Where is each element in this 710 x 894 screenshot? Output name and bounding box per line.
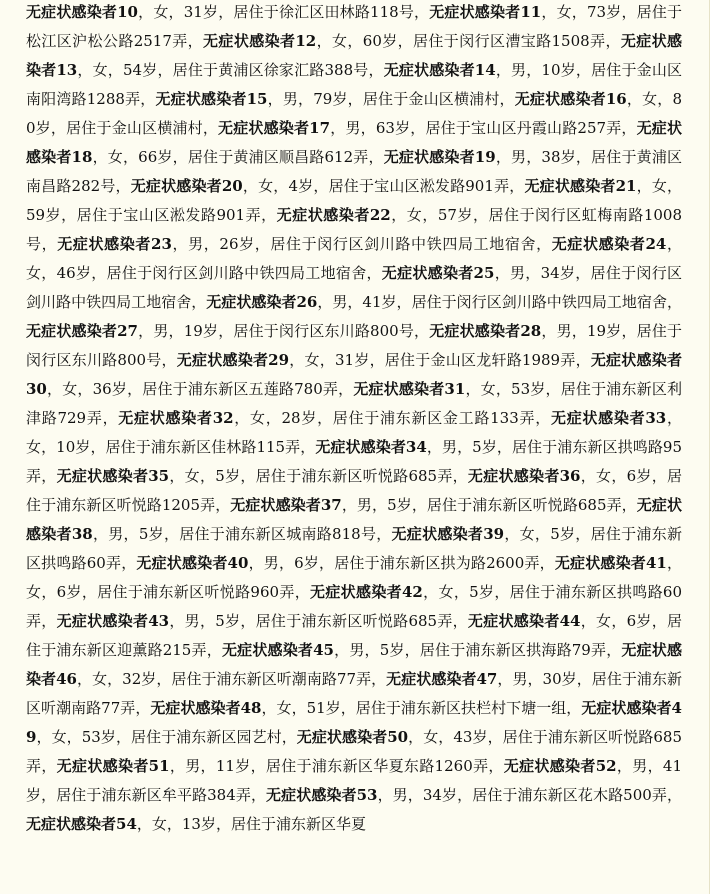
case-label: 无症状感染者53 <box>266 786 378 804</box>
case-details: ，男，41岁，居住于闵行区剑川路中铁四局工地宿舍， <box>317 293 682 311</box>
case-label: 无症状感染者14 <box>383 61 496 79</box>
case-details: ，男，19岁，居住于闵行区东川路800号， <box>138 322 430 340</box>
case-details: ，女，5岁，居住于浦东新区听悦路685弄， <box>169 467 468 485</box>
case-label: 无症状感染者25 <box>381 264 495 282</box>
case-label: 无症状感染者23 <box>57 235 172 253</box>
case-details: ，男，41岁，居住于浦东新区牟平路384弄， <box>26 757 683 804</box>
case-details: ，女，59岁，居住于宝山区淞发路901弄， <box>26 177 683 224</box>
case-label: 无症状感染者12 <box>203 32 317 50</box>
case-label: 无症状感染者43 <box>56 612 170 630</box>
case-label: 无症状感染者39 <box>391 525 505 543</box>
case-details: ，男，38岁，居住于黄浦区南昌路282号， <box>26 148 683 195</box>
case-label: 无症状感染者50 <box>296 728 409 746</box>
case-label: 无症状感染者41 <box>554 554 667 572</box>
case-details: ，女，60岁，居住于闵行区漕宝路1508弄， <box>316 32 621 50</box>
case-details: ，女，51岁，居住于浦东新区扶栏村下塘一组， <box>261 699 582 717</box>
case-details: ，男，11岁，居住于浦东新区华夏东路1260弄， <box>169 757 504 775</box>
case-label: 无症状感染者51 <box>56 757 170 775</box>
case-details: ，男，30岁，居住于浦东新区听潮南路77弄， <box>26 670 683 717</box>
case-label: 无症状感染者29 <box>176 351 290 369</box>
case-label: 无症状感染者24 <box>551 235 667 253</box>
case-details: ，女，13岁，居住于浦东新区华夏 <box>136 815 366 833</box>
case-label: 无症状感染者27 <box>26 322 138 340</box>
case-details: ，女，53岁，居住于浦东新区园艺村， <box>36 728 297 746</box>
case-label: 无症状感染者37 <box>230 496 342 514</box>
case-label: 无症状感染者10 <box>26 3 138 21</box>
case-details: ，男，63岁，居住于宝山区丹霞山路257弄， <box>330 119 637 137</box>
case-details: ，女，6岁，居住于浦东新区迎薰路215弄， <box>26 612 682 659</box>
case-details: ，女，54岁，居住于黄浦区徐家汇路388号， <box>77 61 384 79</box>
case-details: ，女，5岁，居住于浦东新区拱鸣路60弄， <box>26 525 682 572</box>
case-label: 无症状感染者19 <box>383 148 496 166</box>
case-details: ，男，5岁，居住于浦东新区城南路818号， <box>92 525 392 543</box>
case-label: 无症状感染者40 <box>136 554 249 572</box>
case-details: ，男，5岁，居住于浦东新区听悦路685弄， <box>169 612 468 630</box>
case-label: 无症状感染者46 <box>26 641 682 688</box>
case-label: 无症状感染者21 <box>524 177 637 195</box>
case-details: ，女，36岁，居住于浦东新区五莲路780弄， <box>46 380 354 398</box>
case-label: 无症状感染者28 <box>429 322 542 340</box>
case-details: ，男，5岁，居住于浦东新区拱海路79弄， <box>333 641 622 659</box>
case-label: 无症状感染者26 <box>206 293 318 311</box>
case-label: 无症状感染者44 <box>467 612 581 630</box>
case-label: 无症状感染者11 <box>429 3 542 21</box>
case-label: 无症状感染者30 <box>26 351 682 398</box>
case-details: ，女，43岁，居住于浦东新区听悦路685弄， <box>26 728 682 775</box>
case-label: 无症状感染者16 <box>514 90 627 108</box>
case-label: 无症状感染者32 <box>118 409 234 427</box>
case-details: ，女，53岁，居住于浦东新区利津路729弄， <box>26 380 682 427</box>
case-label: 无症状感染者35 <box>56 467 170 485</box>
case-details: ，女，28岁，居住于浦东新区金工路133弄， <box>233 409 551 427</box>
case-label: 无症状感染者54 <box>26 815 137 833</box>
case-details: ，女，31岁，居住于金山区龙轩路1989弄， <box>289 351 591 369</box>
case-details: ，男，5岁，居住于浦东新区拱鸣路95弄， <box>26 438 682 485</box>
case-label: 无症状感染者13 <box>26 32 683 79</box>
case-details: ，男，26岁，居住于闵行区剑川路中铁四局工地宿舍， <box>171 235 552 253</box>
case-label: 无症状感染者38 <box>26 496 682 543</box>
case-details: ，女，10岁，居住于浦东新区佳林路115弄， <box>26 409 682 456</box>
case-details: ，男，79岁，居住于金山区横浦村， <box>267 90 515 108</box>
case-details: ，女，6岁，居住于浦东新区听悦路1205弄， <box>26 467 682 514</box>
case-label: 无症状感染者20 <box>130 177 243 195</box>
case-details: ，女，80岁，居住于金山区横浦村， <box>26 90 683 137</box>
case-label: 无症状感染者34 <box>315 438 427 456</box>
case-details: ，男，34岁，居住于浦东新区花木路500弄， <box>377 786 682 804</box>
case-label: 无症状感染者49 <box>26 699 682 746</box>
case-label: 无症状感染者22 <box>276 206 391 224</box>
case-label: 无症状感染者18 <box>26 119 682 166</box>
case-details: ，女，57岁，居住于闵行区虹梅南路1008号， <box>26 206 683 253</box>
case-label: 无症状感染者15 <box>155 90 268 108</box>
case-details: ，男，19岁，居住于闵行区东川路800号， <box>26 322 683 369</box>
case-label: 无症状感染者47 <box>386 670 498 688</box>
case-details: ，女，66岁，居住于黄浦区顺昌路612弄， <box>92 148 384 166</box>
case-details: ，男，10岁，居住于金山区南阳湾路1288弄， <box>26 61 683 108</box>
case-details: ，女，6岁，居住于浦东新区听悦路960弄， <box>26 554 683 601</box>
case-label: 无症状感染者42 <box>310 583 423 601</box>
case-label: 无症状感染者45 <box>221 641 334 659</box>
case-details: ，男，5岁，居住于浦东新区听悦路685弄， <box>341 496 637 514</box>
case-details: ，女，31岁，居住于徐汇区田林路118号， <box>138 3 430 21</box>
case-label: 无症状感染者31 <box>353 380 466 398</box>
case-label: 无症状感染者48 <box>150 699 262 717</box>
case-list-paragraph <box>26 0 682 839</box>
case-details: ，女，73岁，居住于松江区沪松公路2517弄， <box>26 3 683 50</box>
case-label: 无症状感染者17 <box>218 119 331 137</box>
case-label: 无症状感染者52 <box>503 757 617 775</box>
case-details: ，女，32岁，居住于浦东新区听潮南路77弄， <box>76 670 387 688</box>
case-details: ，女，5岁，居住于浦东新区拱鸣路60弄， <box>26 583 682 630</box>
case-details: ，男，34岁，居住于闵行区剑川路中铁四局工地宿舍， <box>26 264 683 311</box>
case-details: ，女，4岁，居住于宝山区淞发路901弄， <box>242 177 525 195</box>
case-details: ，男，6岁，居住于浦东新区拱为路2600弄， <box>248 554 555 572</box>
case-label: 无症状感染者33 <box>550 409 667 427</box>
case-label: 无症状感染者36 <box>467 467 581 485</box>
case-details: ，女，46岁，居住于闵行区剑川路中铁四局工地宿舍， <box>26 235 683 282</box>
